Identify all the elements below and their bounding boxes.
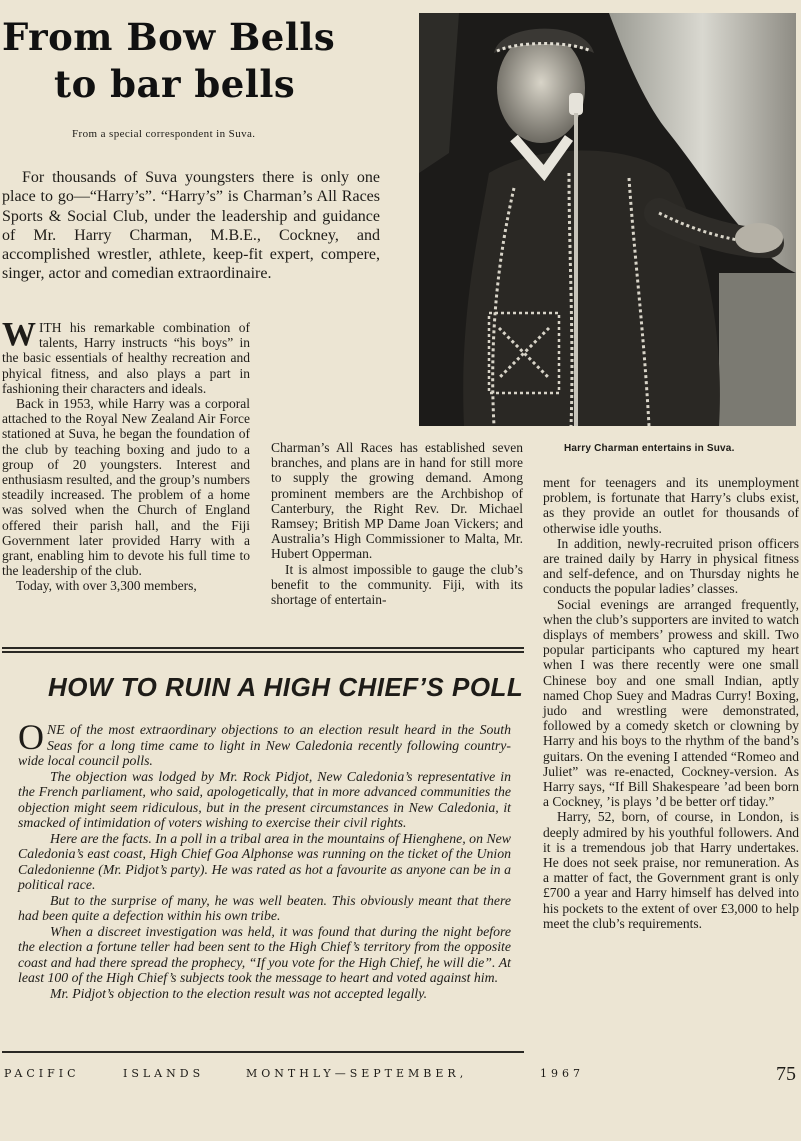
paragraph: Charman’s All Races has established seven branches, and plans are in hand for still more to supply the growing demand. Among prominent members are the Archbishop of Canterbury, the Right Rev. Dr. Michael Ramsey; British MP Dame Joan Vickers; and Australia’s High Commissioner to Malta, Mr. Hubert Opperman. [271, 440, 523, 562]
paragraph: But to the surprise of many, he was well beaten. This obviously meant that there had been quite a defection within his own tribe. [18, 892, 511, 923]
paragraph: ment for teenagers and its unemployment problem, is fortunate that Harry’s clubs exist, as they provide an outlet for thousands of otherwise idle youths. [543, 475, 799, 536]
footer-pacific: PACIFIC [4, 1067, 80, 1080]
paragraph: When a discreet investigation was held, it was found that during the night before the election a fortune teller had been sent to the High Chief’s territory from the opposite coast and had there spread the prophecy, “If you vote for the High Chief, he will die”. At least 100 of the High Chief’s subjects took the message to heart and voted against him. [18, 923, 511, 985]
headline-line-1: From Bow Bells [2, 15, 336, 59]
paragraph: Social evenings are arranged frequently, when the club’s supporters are invited to watch displays of members’ prowess and skill. Two popular participants who captured my heart when I was there recently were one small Chinese boy and one small Indian, aptly named Chop Suey and Madras Curry! Boxing, judo and wrestling were demonstrated, followed by a comedy sketch or clowning by Harry and his boys to the rhythm of the band’s guitars. On the evening I attended “Romeo and Juliet” was re-enacted, Cockney-version. As Harry says, “If Bill Shakespeare ’ad been born a Cockney, ’is plays ’d be better orf tiday.” [543, 596, 799, 810]
article-headline [2, 14, 407, 108]
paragraph: ONE of the most extraordinary objections to an election result heard in the South Seas for a long time came to light in New Caledonia recently following country-wide local council polls. [18, 717, 511, 768]
photo-caption: Harry Charman entertains in Suva. [564, 443, 735, 454]
article-photo [419, 13, 796, 426]
box-headline: HOW TO RUIN A HIGH CHIEF’S POLL [48, 672, 524, 702]
footer-islands: ISLANDS [123, 1067, 205, 1080]
drop-cap: O [18, 717, 44, 757]
article-column-1 [2, 316, 250, 594]
article-column-3 [543, 475, 799, 931]
byline: From a special correspondent in Suva. [72, 128, 256, 140]
intro-paragraph: For thousands of Suva youngsters there is only one place to go—“Harry’s”. “Harry’s” is Charman’s All Races Sports & Social Club, under the leadership and guidance of Mr. Harry Charman, M.B.E., Cockney, and accomplished wrestler, athlete, keep-fit expert, compere, singer, actor and comedian extraordinaire. [2, 169, 380, 283]
footer-monthly: MONTHLY—SEPTEMBER, [246, 1067, 468, 1080]
photo-performer-singing [419, 13, 796, 426]
paragraph: In addition, newly-recruited prison officers are trained daily by Harry in physical fitness and self-defence, and on Thursday nights he conducts the popular ladies’ classes. [543, 535, 799, 597]
paragraph: Mr. Pidjot’s objection to the election result was not accepted legally. [50, 985, 428, 1001]
paragraph: It is almost impossible to gauge the club’s benefit to the community. Fiji, with its shortage of entertain- [271, 561, 523, 608]
paragraph: Today, with over 3,300 members, [16, 578, 197, 594]
box-story [18, 717, 511, 1001]
paragraph: Here are the facts. In a poll in a tribal area in the mountains of Hienghene, on New Caledonia’s east coast, High Chief Goa Alphonse was running on the ticket of the Union Caledonienne (Mr. Pidjot’s party). He was rated as hot a favourite as anyone can be in a political race. [18, 830, 511, 892]
drop-cap: W [2, 316, 36, 353]
paragraph: Harry, 52, born, of course, in London, is deeply admired by his youthful followers. And it is a tremendous job that Harry undertakes. He does not seek praise, nor remuneration. As a matter of fact, the Government grant is only £700 a year and Harry himself has delved into his pockets to the extent of over £3,000 to help meet the club’s requirements. [543, 809, 799, 931]
footer-year: 1967 [540, 1067, 584, 1080]
headline-line-2: to bar bells [54, 62, 296, 106]
paragraph: WITH his remarkable combination of talents, Harry instructs “his boys” in the basic essentials of healthy recreation and phyical fitness, and also plays a part in fashioning their characters and ideals. [2, 316, 250, 396]
box-bottom-rule [2, 1051, 524, 1053]
box-top-rule [2, 647, 524, 649]
paragraph: Back in 1953, while Harry was a corporal attached to the Royal New Zealand Air Force stationed at Suva, he began the foundation of the club by teaching boxing and judo to a group of 20 youngsters. Interest and enthusiasm resulted, and the group’s numbers steadily increased. The problem of a home was solved when the Church of England offered their parish hall, and the Fiji Government later provided Harry with a grant, enabling him to devote his full time to the leadership of the club. [2, 396, 250, 579]
article-column-2 [271, 440, 523, 607]
box-top-rule-2 [2, 651, 524, 653]
paragraph: The objection was lodged by Mr. Rock Pidjot, New Caledonia’s representative in the French parliament, who said, apologetically, that in more advanced communities the objection might seem ridiculous, but in the present circumstances in New Caledonia, it smacked of intimidation of voters wishing to exercise their civil rights. [18, 768, 511, 830]
page-number: 75 [776, 1063, 796, 1085]
